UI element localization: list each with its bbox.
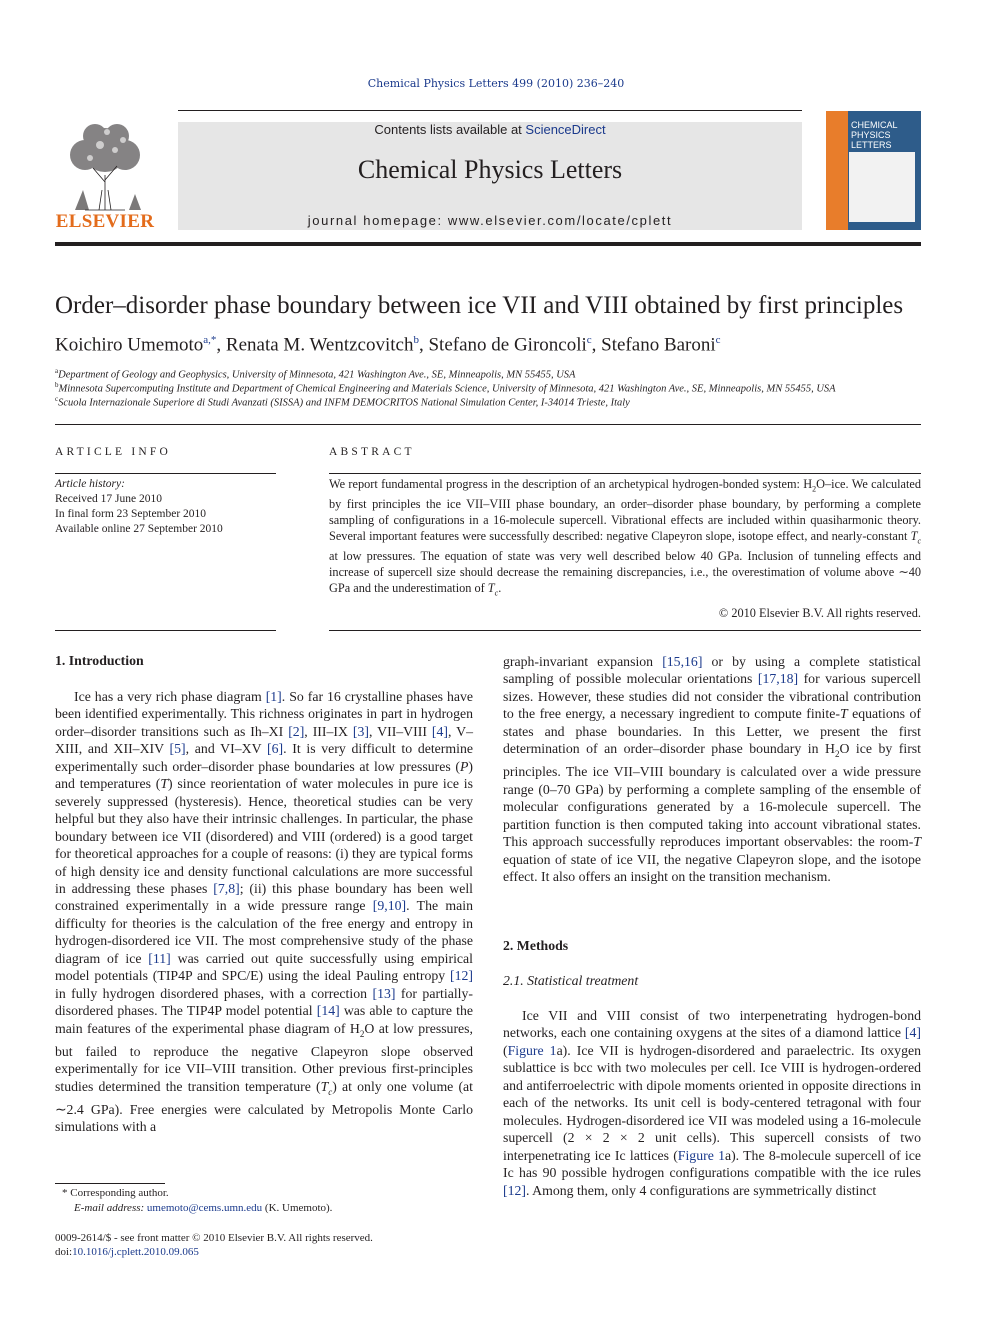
citation-link[interactable]: [12]	[503, 1182, 526, 1198]
citation-link[interactable]: [11]	[148, 950, 171, 966]
elsevier-tree-logo	[55, 120, 155, 212]
citation-link[interactable]: [5]	[169, 741, 186, 757]
introduction-body: Ice has a very rich phase diagram [1]. So far 16 crystalline phases have been identified experimentally. This richness originates in part in hydrogen order–disorder transitions such as Ih–XI [2], III–IX [3], VII–VIII [4], V–XIII, and XII–XIV [5], and VI–XV [6]. It is very difficult to determine experimentally such order–disorder phase boundaries at low pressures (P) and temperatures (T) since reorientation of water molecules in pure ice is severely suppressed (hysteresis). Hence, theoretical studies can be very helpful but they also have their intrinsic challenges. In particular, the phase boundary between ice VII (disordered) and VIII (ordered) is a good target for theoretical approaches for a couple of reasons: (i) they are typical forms of high density ice and density functional calculations are more successful in addressing these phases [7,8]; (ii) this phase boundary has been well constrained experimentally in a wide pressure range [9,10]. The main difficulty for theories is the calculation of the free energy and entropy in hydrogen-disordered ice VII. The most comprehensive study of the phase diagram of ice [11] was carried out quite successfully using empirical model potentials (TIP4P and SPC/E) using the ideal Pauling entropy [12] in fully hydrogen disordered phases, with a correction [13] for partially-disordered phases. The TIP4P model potential [14] was able to capture the main features of the experimental phase diagram of $H_2O$ at low pressures, but failed to reproduce the negative Clapeyron slope observed experimentally for ice VII–VIII transition. Other previous first-principles studies determined the transition temperature $(T_c)$ at only one volume (at ∼2.4 GPa). Free energies were calculated by Metropolis Monte Carlo simulations with a	[55, 689, 474, 1135]
citation-link[interactable]: [9,10]	[372, 898, 407, 914]
contents-prefix: Contents lists available at	[374, 122, 526, 137]
author-email-link[interactable]: umemoto@cems.umn.edu	[146, 1202, 263, 1214]
doi-label: doi:	[55, 1246, 73, 1258]
homepage-prefix: journal homepage:	[307, 213, 448, 228]
citation-link[interactable]: [14]	[316, 1003, 340, 1019]
email-note	[74, 1201, 494, 1216]
cover-orange-stripe	[826, 111, 848, 230]
author-name: Stefano Baroni	[601, 334, 716, 356]
issn-line: 0009-2614/$ - see front matter © 2010 Elsevier B.V. All rights reserved.	[55, 1232, 373, 1244]
cover-title-line-3: LETTERS	[851, 140, 892, 150]
abstract-bottom-rule	[329, 630, 921, 631]
abstract-rule	[329, 473, 921, 474]
author-name: Renata M. Wentzcovitch	[225, 334, 414, 356]
affiliation-text: Department of Geology and Geophysics, University of Minnesota, 421 Washington Ave., SE, Minneapolis, MN 55455, USA	[58, 369, 576, 381]
corresponding-author-note: * Corresponding author.	[62, 1187, 169, 1199]
affiliation	[55, 381, 935, 395]
author-name: Stefano de Gironcoli	[428, 334, 587, 356]
elsevier-wordmark: ELSEVIER	[55, 211, 155, 232]
received-date: Received 17 June 2010	[55, 493, 162, 505]
copyright: © 2010 Elsevier B.V. All rights reserved.	[718, 606, 921, 620]
history-label: Article history:	[55, 478, 125, 490]
author-affiliation-mark[interactable]: c	[586, 334, 592, 346]
citation-link[interactable]: [7,8]	[213, 880, 240, 896]
abstract-heading: ABSTRACT	[329, 446, 415, 458]
author-name: Koichiro Umemoto	[55, 334, 204, 356]
author-list: Koichiro Umemoto$^{a,*}$, Renata M. Wentzcovitch$^b$, Stefano de Gironcoli$^c$, Stefano Baroni$^c$	[55, 334, 721, 356]
doi-line	[55, 1245, 485, 1260]
affiliation-mark: c	[55, 395, 59, 403]
article-history	[55, 477, 276, 537]
article-title: Order–disorder phase boundary between ice VII and VIII obtained by first principles	[55, 292, 904, 319]
citation-link[interactable]: [6]	[267, 741, 284, 757]
section-heading-introduction: 1. Introduction	[55, 653, 144, 668]
affiliation-mark: b	[55, 381, 59, 389]
author-affiliation-mark[interactable]: a,*	[203, 334, 217, 346]
journal-homepage	[178, 213, 802, 228]
figure-link[interactable]: Figure 1	[507, 1042, 557, 1058]
header-thick-rule	[55, 242, 921, 246]
affiliation	[55, 395, 935, 409]
footnote-rule	[55, 1183, 165, 1184]
cover-figure-panel	[849, 152, 915, 222]
citation-link[interactable]: [4]	[904, 1025, 921, 1041]
cover-title-line-1: CHEMICAL	[851, 120, 898, 130]
email-label: E-mail address:	[74, 1202, 145, 1214]
citation-link[interactable]: [4]	[431, 723, 448, 739]
affiliation-rule	[55, 424, 921, 425]
journal-reference[interactable]: Chemical Physics Letters 499 (2010) 236–240	[367, 77, 625, 90]
author-affiliation-mark[interactable]: b	[413, 334, 419, 346]
article-info-heading: ARTICLE INFO	[55, 446, 171, 458]
figure-link[interactable]: Figure 1	[677, 1147, 725, 1163]
citation-link[interactable]: [2]	[288, 723, 305, 739]
sciencedirect-link[interactable]: ScienceDirect	[525, 122, 606, 137]
article-info-bottom-rule	[55, 630, 276, 631]
section-heading-methods: 2. Methods	[503, 938, 569, 953]
final-form-date: In final form 23 September 2010	[55, 508, 207, 520]
citation-link[interactable]: [15,16]	[662, 654, 703, 669]
author-affiliation-mark[interactable]: c	[715, 334, 721, 346]
affiliation-mark: a	[55, 367, 59, 375]
corresponding-label: Corresponding author.	[70, 1187, 169, 1199]
affiliation	[55, 367, 935, 381]
affiliation-text: Minnesota Supercomputing Institute and Department of Chemical Engineering and Materials Science, University of Minnesota, 421 Washington Ave., SE, Minneapolis, MN 55455, USA	[58, 383, 836, 395]
citation-link[interactable]: [17,18]	[757, 671, 799, 687]
article-info-rule	[55, 473, 276, 474]
cover-title-line-2: PHYSICS	[851, 130, 891, 140]
abstract-text: We report fundamental progress in the description of an archetypical hydrogen-bonded system: $H_2O$–ice. We calculated by first principles the ice VII–VIII phase boundary, an order–disorder phase boundary, by performing a complete sampling of configurations in a 16-molecule supercell. Vibrational effects are included within quasiharmonic theory. Several important features were successfully described: negative Clapeyron slope, isotope effect, and nearly-constant $T_c$ at low pressures. The equation of state was very well described below 40 GPa. Inclusion of tunneling effects and increase of supercell size should decrease the remaining discrepancies, i.e., the overestimation of volume above ∼40 GPa and the underestimation of $T_c$.	[329, 477, 921, 598]
cover-title	[851, 120, 898, 150]
doi-link[interactable]: 10.1016/j.cplett.2010.09.065	[72, 1246, 199, 1258]
affiliation-text: Scuola Internazionale Superiore di Studi Avanzati (SISSA) and INFM DEMOCRITOS National Simulation Center, I-34014 Trieste, Italy	[58, 397, 630, 409]
subsection-heading-statistical-treatment: 2.1. Statistical treatment	[503, 973, 639, 988]
contents-line	[178, 122, 802, 137]
online-date: Available online 27 September 2010	[55, 523, 223, 535]
journal-title: Chemical Physics Letters	[357, 155, 623, 184]
methods-body: Ice VII and VIII consist of two interpenetrating hydrogen-bond networks, each one containing oxygens at the sites of a diamond lattice [4] (Figure 1a). Ice VII is hydrogen-disordered and paraelectric. Its oxygen sublattice is bcc with two molecules per cell. Ice VIII is hydrogen-ordered and antiferroelectric with dipole moments oriented in opposite directions in each of the networks. Its unit cell is body-centered tetragonal with four molecules. Hydrogen-disordered ice VII was modeled using a 16-molecule supercell (2 × 2 × 2 unit cells). This supercell consists of two interpenetrating ice Ic lattices (Figure 1a). The 8-molecule supercell of ice Ic has 90 possible hydrogen configurations compatible with the ice rules [12]. Among them, only 4 configurations are symmetrically distinct	[503, 1008, 921, 1198]
citation-link[interactable]: [13]	[372, 985, 396, 1001]
email-suffix: (K. Umemoto).	[264, 1202, 333, 1214]
citation-link[interactable]: [1]	[265, 689, 282, 704]
header-rule	[178, 110, 802, 111]
citation-link[interactable]: [12]	[450, 968, 473, 984]
introduction-continued: graph-invariant expansion [15,16] or by using a complete statistical sampling of possible molecular orientations [17,18] for various supercell sizes. However, these studies did not consider the vibrational contribution to the free energy, a necessary ingredient to compute finite-T equations of states and phase boundaries. In this Letter, we present the first determination of an order–disorder phase boundary in $H_2O$ ice by first principles. The ice VII–VIII boundary is calculated over a wide pressure range (0–70 GPa) by performing a complete sampling of the ensemble of molecular configurations generated by a 16-molecule supercell. The partition function is then computed taking into account vibrational states. This approach successfully reproduces important observables: the room-T equation of state of ice VII, the negative Clapeyron slope, and the isotope effect. It also offers an insight on the transition mechanism.	[503, 654, 921, 885]
citation-link[interactable]: [3]	[352, 723, 369, 739]
homepage-url[interactable]: www.elsevier.com/locate/cplett	[447, 213, 673, 228]
